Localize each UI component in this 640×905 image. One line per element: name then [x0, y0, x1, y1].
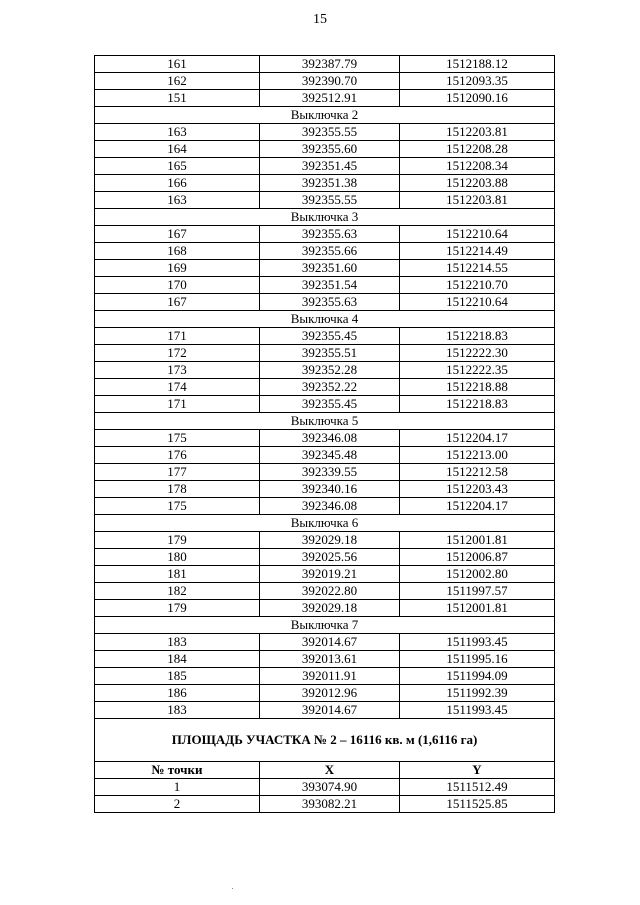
x-coordinate-cell: 392352.22 — [260, 379, 400, 396]
point-number-cell: 163 — [95, 192, 260, 209]
y-coordinate-cell: 1512093.35 — [400, 73, 555, 90]
y-coordinate-cell: 1512212.58 — [400, 464, 555, 481]
table-header-row — [95, 762, 555, 779]
section-label: Выключка 4 — [95, 311, 555, 328]
section-row — [95, 107, 555, 124]
y-coordinate-cell: 1512001.81 — [400, 532, 555, 549]
table-row — [95, 345, 555, 362]
table-row — [95, 796, 555, 813]
x-coordinate-cell: 392355.55 — [260, 192, 400, 209]
point-number-cell: 179 — [95, 532, 260, 549]
y-coordinate-cell: 1512218.83 — [400, 396, 555, 413]
y-coordinate-cell: 1512203.88 — [400, 175, 555, 192]
x-coordinate-cell: 392355.45 — [260, 328, 400, 345]
table-row — [95, 73, 555, 90]
x-coordinate-cell: 392355.51 — [260, 345, 400, 362]
y-coordinate-cell: 1512214.49 — [400, 243, 555, 260]
section-row — [95, 311, 555, 328]
point-number-cell: 183 — [95, 702, 260, 719]
point-number-cell: 165 — [95, 158, 260, 175]
y-coordinate-cell: 1512210.70 — [400, 277, 555, 294]
section-row — [95, 413, 555, 430]
x-coordinate-cell: 392387.79 — [260, 56, 400, 73]
table-row — [95, 685, 555, 702]
point-number-cell: 183 — [95, 634, 260, 651]
x-coordinate-cell: 392351.54 — [260, 277, 400, 294]
y-coordinate-cell: 1512203.43 — [400, 481, 555, 498]
table-row — [95, 124, 555, 141]
point-number-cell: 167 — [95, 294, 260, 311]
y-coordinate-cell: 1511512.49 — [400, 779, 555, 796]
y-coordinate-cell: 1512218.88 — [400, 379, 555, 396]
point-number-cell: 171 — [95, 328, 260, 345]
point-number-cell: 175 — [95, 430, 260, 447]
point-number-cell: 161 — [95, 56, 260, 73]
table-row — [95, 379, 555, 396]
y-coordinate-cell: 1511993.45 — [400, 634, 555, 651]
section-row — [95, 515, 555, 532]
x-coordinate-cell: 393074.90 — [260, 779, 400, 796]
y-coordinate-cell: 1511997.57 — [400, 583, 555, 600]
table-row — [95, 430, 555, 447]
x-coordinate-cell: 392351.60 — [260, 260, 400, 277]
section-label: Выключка 7 — [95, 617, 555, 634]
point-number-cell: 173 — [95, 362, 260, 379]
section-label: Выключка 3 — [95, 209, 555, 226]
table-row — [95, 175, 555, 192]
table-row — [95, 141, 555, 158]
scan-speck — [232, 888, 233, 889]
table-row — [95, 260, 555, 277]
point-number-cell: 176 — [95, 447, 260, 464]
point-number-cell: 151 — [95, 90, 260, 107]
y-coordinate-cell: 1512203.81 — [400, 192, 555, 209]
x-coordinate-cell: 392022.80 — [260, 583, 400, 600]
y-coordinate-cell: 1512208.34 — [400, 158, 555, 175]
table-row — [95, 90, 555, 107]
table-row — [95, 396, 555, 413]
plot-area-title: ПЛОЩАДЬ УЧАСТКА № 2 – 16116 кв. м (1,6116 га) — [95, 719, 555, 762]
x-coordinate-cell: 392355.66 — [260, 243, 400, 260]
table-row — [95, 192, 555, 209]
point-number-cell: 177 — [95, 464, 260, 481]
point-number-cell: 180 — [95, 549, 260, 566]
point-number-cell: 170 — [95, 277, 260, 294]
y-coordinate-cell: 1512213.00 — [400, 447, 555, 464]
section-label: Выключка 2 — [95, 107, 555, 124]
x-coordinate-cell: 392012.96 — [260, 685, 400, 702]
header-x: X — [260, 762, 400, 779]
x-coordinate-cell: 392355.55 — [260, 124, 400, 141]
x-coordinate-cell: 392351.45 — [260, 158, 400, 175]
x-coordinate-cell: 392355.45 — [260, 396, 400, 413]
table-row — [95, 481, 555, 498]
point-number-cell: 182 — [95, 583, 260, 600]
table-row — [95, 447, 555, 464]
y-coordinate-cell: 1512222.35 — [400, 362, 555, 379]
plot-title-row — [95, 719, 555, 762]
section-row — [95, 209, 555, 226]
x-coordinate-cell: 392013.61 — [260, 651, 400, 668]
y-coordinate-cell: 1511993.45 — [400, 702, 555, 719]
y-coordinate-cell: 1512203.81 — [400, 124, 555, 141]
point-number-cell: 184 — [95, 651, 260, 668]
point-number-cell: 181 — [95, 566, 260, 583]
x-coordinate-cell: 393082.21 — [260, 796, 400, 813]
point-number-cell: 185 — [95, 668, 260, 685]
y-coordinate-cell: 1512204.17 — [400, 430, 555, 447]
table-row — [95, 498, 555, 515]
point-number-cell: 2 — [95, 796, 260, 813]
table-row — [95, 158, 555, 175]
point-number-cell: 168 — [95, 243, 260, 260]
table-row — [95, 56, 555, 73]
y-coordinate-cell: 1512218.83 — [400, 328, 555, 345]
point-number-cell: 178 — [95, 481, 260, 498]
x-coordinate-cell: 392340.16 — [260, 481, 400, 498]
header-point-number: № точки — [95, 762, 260, 779]
x-coordinate-cell: 392355.63 — [260, 294, 400, 311]
coordinates-table-body — [95, 56, 555, 813]
point-number-cell: 162 — [95, 73, 260, 90]
x-coordinate-cell: 392345.48 — [260, 447, 400, 464]
x-coordinate-cell: 392346.08 — [260, 498, 400, 515]
point-number-cell: 186 — [95, 685, 260, 702]
y-coordinate-cell: 1511525.85 — [400, 796, 555, 813]
x-coordinate-cell: 392029.18 — [260, 532, 400, 549]
point-number-cell: 175 — [95, 498, 260, 515]
point-number-cell: 169 — [95, 260, 260, 277]
y-coordinate-cell: 1511992.39 — [400, 685, 555, 702]
table-row — [95, 702, 555, 719]
point-number-cell: 172 — [95, 345, 260, 362]
y-coordinate-cell: 1512188.12 — [400, 56, 555, 73]
x-coordinate-cell: 392352.28 — [260, 362, 400, 379]
table-row — [95, 634, 555, 651]
table-row — [95, 779, 555, 796]
x-coordinate-cell: 392019.21 — [260, 566, 400, 583]
x-coordinate-cell: 392355.63 — [260, 226, 400, 243]
x-coordinate-cell: 392355.60 — [260, 141, 400, 158]
y-coordinate-cell: 1512090.16 — [400, 90, 555, 107]
x-coordinate-cell: 392029.18 — [260, 600, 400, 617]
coordinates-table — [94, 55, 555, 813]
table-row — [95, 566, 555, 583]
y-coordinate-cell: 1511995.16 — [400, 651, 555, 668]
y-coordinate-cell: 1512222.30 — [400, 345, 555, 362]
section-label: Выключка 5 — [95, 413, 555, 430]
table-row — [95, 243, 555, 260]
table-row — [95, 668, 555, 685]
x-coordinate-cell: 392512.91 — [260, 90, 400, 107]
x-coordinate-cell: 392025.56 — [260, 549, 400, 566]
header-y: Y — [400, 762, 555, 779]
table-row — [95, 294, 555, 311]
y-coordinate-cell: 1512006.87 — [400, 549, 555, 566]
x-coordinate-cell: 392339.55 — [260, 464, 400, 481]
point-number-cell: 163 — [95, 124, 260, 141]
y-coordinate-cell: 1512002.80 — [400, 566, 555, 583]
x-coordinate-cell: 392351.38 — [260, 175, 400, 192]
x-coordinate-cell: 392014.67 — [260, 634, 400, 651]
section-row — [95, 617, 555, 634]
point-number-cell: 1 — [95, 779, 260, 796]
y-coordinate-cell: 1512208.28 — [400, 141, 555, 158]
x-coordinate-cell: 392390.70 — [260, 73, 400, 90]
table-row — [95, 583, 555, 600]
x-coordinate-cell: 392011.91 — [260, 668, 400, 685]
point-number-cell: 167 — [95, 226, 260, 243]
y-coordinate-cell: 1512210.64 — [400, 294, 555, 311]
x-coordinate-cell: 392346.08 — [260, 430, 400, 447]
table-row — [95, 226, 555, 243]
page-number: 15 — [313, 12, 327, 27]
y-coordinate-cell: 1512001.81 — [400, 600, 555, 617]
y-coordinate-cell: 1511994.09 — [400, 668, 555, 685]
table-row — [95, 328, 555, 345]
point-number-cell: 174 — [95, 379, 260, 396]
section-label: Выключка 6 — [95, 515, 555, 532]
table-row — [95, 651, 555, 668]
point-number-cell: 179 — [95, 600, 260, 617]
y-coordinate-cell: 1512210.64 — [400, 226, 555, 243]
table-row — [95, 464, 555, 481]
table-row — [95, 362, 555, 379]
table-row — [95, 532, 555, 549]
table-row — [95, 549, 555, 566]
x-coordinate-cell: 392014.67 — [260, 702, 400, 719]
table-row — [95, 600, 555, 617]
point-number-cell: 171 — [95, 396, 260, 413]
table-row — [95, 277, 555, 294]
point-number-cell: 166 — [95, 175, 260, 192]
y-coordinate-cell: 1512204.17 — [400, 498, 555, 515]
point-number-cell: 164 — [95, 141, 260, 158]
y-coordinate-cell: 1512214.55 — [400, 260, 555, 277]
